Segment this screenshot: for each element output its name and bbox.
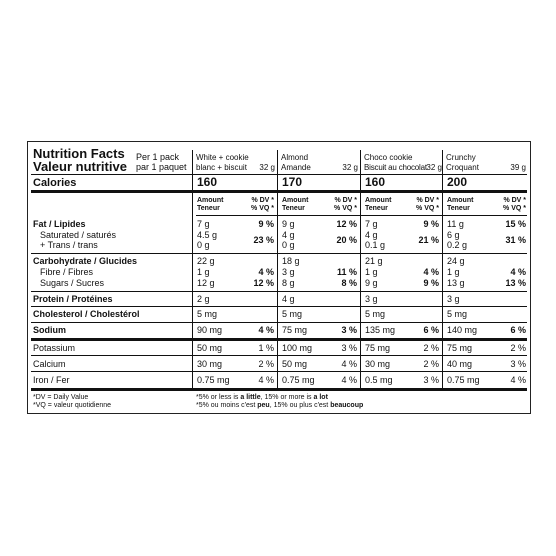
value-calcium-3: 30 mg (365, 359, 391, 369)
dv-header-4: % DV * (503, 197, 526, 204)
dv-header-1: % DV * (251, 197, 274, 204)
thick-rule-bottom (31, 388, 527, 391)
value-protein-3: 3 g (365, 294, 378, 304)
title-en: Nutrition Facts (33, 146, 125, 161)
value-sodium-1: 90 mg (197, 325, 223, 335)
value-iron-3: 0.5 mg (365, 375, 393, 385)
product-4-name-en: Crunchy (446, 153, 476, 162)
value-fat-4: 11 g (447, 219, 464, 229)
product-3-weight: 32 g (426, 163, 442, 172)
product-1-name-fr: blanc + biscuit (196, 163, 247, 172)
dv-trans-3: 21 % (418, 235, 439, 245)
dv-potassium-4: 2 % (510, 343, 526, 353)
dv-sodium-3: 6 % (423, 325, 439, 335)
value-trans-2: 0 g (282, 240, 295, 250)
label-calcium: Calcium (33, 359, 66, 369)
value-sugars-1: 12 g (197, 278, 215, 288)
title-fr: Valeur nutritive (33, 159, 127, 174)
label-carbohydrate: Carbohydrate / Glucides (33, 256, 138, 266)
value-iron-1: 0.75 mg (197, 375, 230, 385)
dv-calcium-3: 2 % (423, 359, 439, 369)
teneur-header-2: Teneur (282, 205, 305, 212)
value-trans-1: 0 g (197, 240, 210, 250)
value-sugars-2: 8 g (282, 278, 295, 288)
product-2-weight: 32 g (342, 163, 358, 172)
value-chol-3: 5 mg (365, 309, 386, 319)
value-carb-2: 18 g (282, 256, 300, 266)
product-4-weight: 39 g (510, 163, 526, 172)
dv-sodium-2: 3 % (341, 325, 357, 335)
col-divider-2 (277, 150, 278, 389)
value-chol-2: 5 mg (282, 309, 303, 319)
teneur-header-3: Teneur (365, 205, 388, 212)
product-1-name-en: White + cookie (196, 153, 249, 162)
dv-header-2: % DV * (334, 197, 357, 204)
value-sodium-2: 75 mg (282, 325, 308, 335)
value-carb-4: 24 g (447, 256, 465, 266)
value-fibre-4: 1 g (447, 267, 460, 277)
thick-rule-calories (31, 190, 527, 193)
teneur-header-4: Teneur (447, 205, 470, 212)
product-2-name-fr: Amande (281, 163, 311, 172)
rule-after-protein (31, 306, 527, 307)
vq-header-4: % VQ * (503, 205, 526, 212)
label-cholesterol: Cholesterol / Cholestérol (33, 309, 140, 319)
value-fibre-1: 1 g (197, 267, 210, 277)
value-chol-4: 5 mg (447, 309, 468, 319)
value-protein-1: 2 g (197, 294, 210, 304)
value-fat-3: 7 g (365, 219, 378, 229)
value-calcium-2: 50 mg (282, 359, 308, 369)
label-trans: + Trans / trans (40, 240, 98, 250)
dv-sodium-4: 6 % (510, 325, 526, 335)
rule-after-potassium (31, 355, 527, 356)
dv-header-3: % DV * (416, 197, 439, 204)
dv-iron-1: 4 % (258, 375, 274, 385)
footer-dv-fr: *VQ = valeur quotidienne (33, 402, 112, 409)
value-iron-2: 0.75 mg (282, 375, 315, 385)
label-sodium: Sodium (33, 325, 66, 335)
value-potassium-2: 100 mg (282, 343, 313, 353)
dv-potassium-1: 1 % (258, 343, 274, 353)
vq-header-3: % VQ * (416, 205, 439, 212)
value-potassium-3: 75 mg (365, 343, 391, 353)
calories-4: 200 (447, 175, 468, 189)
label-potassium: Potassium (33, 343, 76, 353)
dv-potassium-3: 2 % (423, 343, 439, 353)
dv-trans-2: 20 % (336, 235, 357, 245)
value-sat-3: 4 g (365, 230, 378, 240)
value-sat-4: 6 g (447, 230, 460, 240)
dv-sugars-1: 12 % (253, 278, 274, 288)
product-3-name-en: Choco cookie (364, 153, 413, 162)
col-divider-1 (192, 150, 193, 389)
nutrition-facts-panel (27, 141, 531, 414)
dv-fibre-2: 11 % (336, 267, 357, 277)
footer-note-en: *5% or less is a little, 15% or more is a lot (196, 394, 328, 401)
value-iron-4: 0.75 mg (447, 375, 480, 385)
calories-label: Calories (33, 177, 77, 189)
product-3-name-fr: Biscuit au chocolat (364, 163, 427, 172)
teneur-header-1: Teneur (197, 205, 220, 212)
dv-sodium-1: 4 % (258, 325, 274, 335)
amount-header-3: Amount (365, 197, 392, 204)
calories-2: 170 (282, 175, 303, 189)
dv-trans-4: 31 % (505, 235, 526, 245)
value-carb-3: 21 g (365, 256, 383, 266)
dv-fibre-1: 4 % (258, 267, 274, 277)
dv-iron-4: 4 % (510, 375, 526, 385)
label-protein: Protein / Protéines (33, 294, 113, 304)
rule-under-amount (196, 215, 527, 216)
dv-potassium-2: 3 % (341, 343, 357, 353)
value-sat-2: 4 g (282, 230, 295, 240)
footer-note-fr: *5% ou moins c'est peu, 15% ou plus c'est beaucoup (196, 402, 364, 409)
dv-trans-1: 23 % (253, 235, 274, 245)
calories-1: 160 (197, 175, 218, 189)
dv-fat-1: 9 % (258, 219, 274, 229)
dv-fibre-3: 4 % (423, 267, 439, 277)
per-fr: par 1 paquet (136, 162, 187, 172)
dv-sugars-3: 9 % (423, 278, 439, 288)
value-fat-2: 9 g (282, 219, 295, 229)
dv-sugars-4: 13 % (505, 278, 526, 288)
value-sugars-4: 13 g (447, 278, 465, 288)
rule-after-carb (31, 291, 527, 292)
dv-fat-4: 15 % (505, 219, 526, 229)
value-sodium-3: 135 mg (365, 325, 396, 335)
value-carb-1: 22 g (197, 256, 215, 266)
vq-header-2: % VQ * (334, 205, 357, 212)
col-divider-3 (360, 150, 361, 389)
product-4-name-fr: Croquant (446, 163, 479, 172)
rule-after-calcium (31, 371, 527, 372)
label-saturated: Saturated / saturés (40, 230, 117, 240)
rule-after-cholesterol (31, 322, 527, 323)
amount-header-1: Amount (197, 197, 224, 204)
value-sugars-3: 9 g (365, 278, 378, 288)
col-divider-4 (442, 150, 443, 389)
footer-dv-en: *DV = Daily Value (33, 394, 89, 401)
value-protein-2: 4 g (282, 294, 295, 304)
dv-iron-3: 3 % (423, 375, 439, 385)
vq-header-1: % VQ * (251, 205, 274, 212)
value-sat-1: 4.5 g (197, 230, 218, 240)
label-fibre: Fibre / Fibres (40, 267, 94, 277)
amount-header-2: Amount (282, 197, 309, 204)
value-sodium-4: 140 mg (447, 325, 478, 335)
dv-calcium-1: 2 % (258, 359, 274, 369)
value-fat-1: 7 g (197, 219, 210, 229)
dv-calcium-2: 4 % (341, 359, 357, 369)
value-potassium-1: 50 mg (197, 343, 223, 353)
value-trans-3: 0.1 g (365, 240, 386, 250)
value-calcium-4: 40 mg (447, 359, 473, 369)
dv-calcium-4: 3 % (510, 359, 526, 369)
calories-3: 160 (365, 175, 386, 189)
value-protein-4: 3 g (447, 294, 460, 304)
value-fibre-3: 1 g (365, 267, 378, 277)
dv-fibre-4: 4 % (510, 267, 526, 277)
dv-iron-2: 4 % (341, 375, 357, 385)
value-trans-4: 0.2 g (447, 240, 468, 250)
label-fat: Fat / Lipides (33, 219, 86, 229)
dv-fat-2: 12 % (336, 219, 357, 229)
value-chol-1: 5 mg (197, 309, 218, 319)
product-1-weight: 32 g (259, 163, 275, 172)
value-potassium-4: 75 mg (447, 343, 473, 353)
dv-fat-3: 9 % (423, 219, 439, 229)
label-sugars: Sugars / Sucres (40, 278, 105, 288)
value-fibre-2: 3 g (282, 267, 295, 277)
rule-after-fat (31, 253, 527, 254)
dv-sugars-2: 8 % (341, 278, 357, 288)
label-iron: Iron / Fer (33, 375, 70, 385)
product-2-name-en: Almond (281, 153, 309, 162)
per-en: Per 1 pack (136, 152, 180, 162)
value-calcium-1: 30 mg (197, 359, 223, 369)
amount-header-4: Amount (447, 197, 474, 204)
thick-rule-sodium (31, 338, 527, 341)
